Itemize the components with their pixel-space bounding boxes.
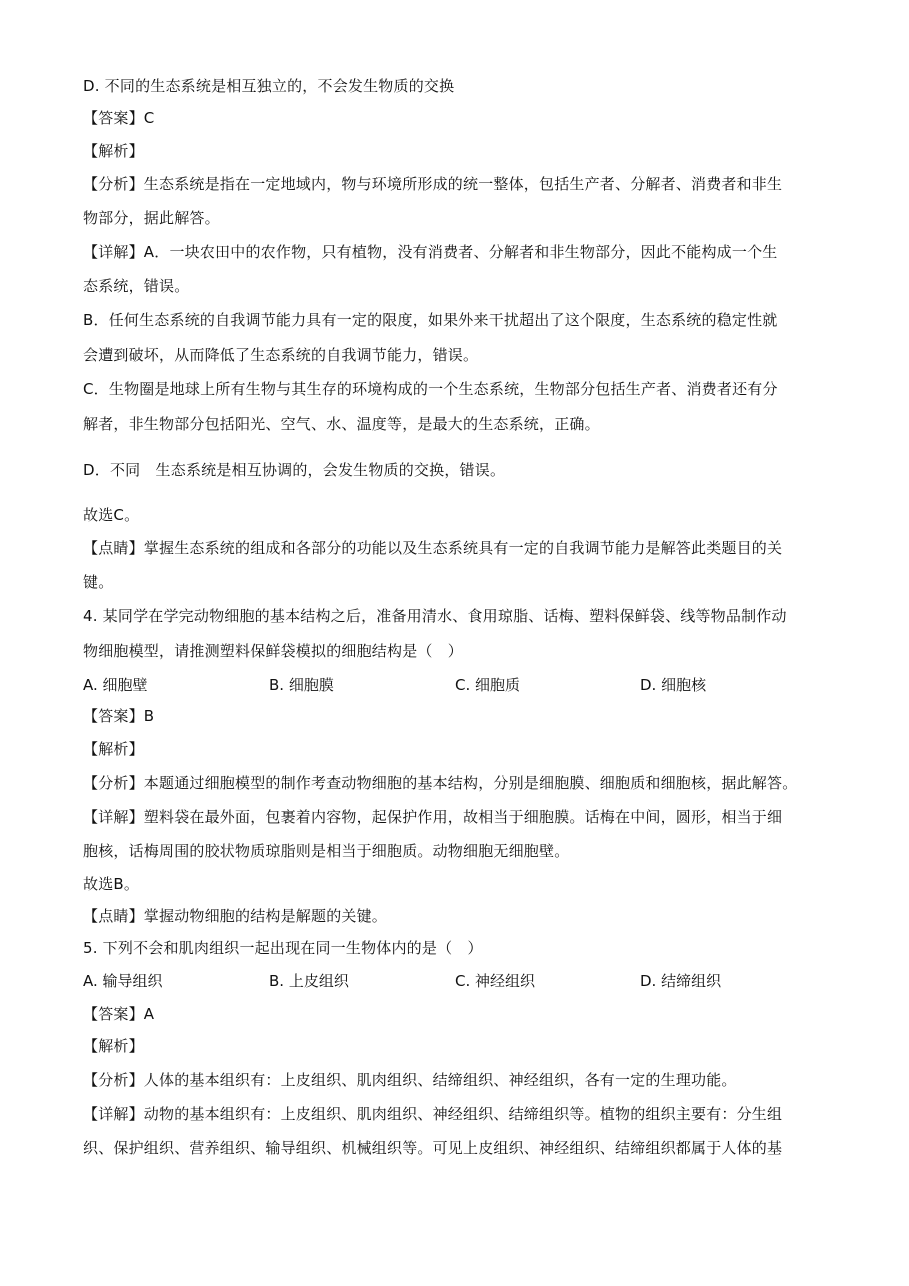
q5-option-d: D. 结缔组织	[640, 972, 722, 990]
q3-detail-line: 态系统，错误。	[83, 277, 190, 295]
q5-question: 5. 下列不会和肌肉组织一起出现在同一生物体内的是（ ）	[83, 939, 483, 957]
q5-option-c: C. 神经组织	[455, 972, 536, 990]
q3-tip-line: 键。	[83, 573, 114, 591]
q3-detail-line: B．任何生态系统的自我调节能力具有一定的限度，如果外来干扰超出了这个限度，生态系统的稳定性就	[83, 311, 778, 329]
q3-answer: 【答案】C	[83, 109, 155, 127]
q4-tip: 【点睛】掌握动物细胞的结构是解题的关键。	[83, 907, 388, 925]
q5-option-b: B. 上皮组织	[269, 972, 349, 990]
q4-option-c: C. 细胞质	[455, 676, 521, 694]
q3-analysis-header: 【解析】	[83, 142, 144, 160]
q4-analysis-line: 【分析】本题通过细胞模型的制作考查动物细胞的基本结构，分别是细胞膜、细胞质和细胞核，据此解答。	[83, 774, 798, 792]
q3-option-d: D. 不同的生态系统是相互独立的，不会发生物质的交换	[83, 77, 455, 95]
q5-analysis-line: 【分析】人体的基本组织有：上皮组织、肌肉组织、结缔组织、神经组织，各有一定的生理功能。	[83, 1071, 737, 1089]
q4-detail-line: 胞核，话梅周围的胶状物质琼脂则是相当于细胞质。动物细胞无细胞壁。	[83, 842, 570, 860]
q5-option-a: A. 输导组织	[83, 972, 163, 990]
q5-answer: 【答案】A	[83, 1005, 155, 1023]
q5-detail-line: 织、保护组织、营养组织、输导组织、机械组织等。可见上皮组织、神经组织、结缔组织都属于人体的基	[83, 1139, 783, 1157]
q3-analysis-line: 【分析】生态系统是指在一定地域内，物与环境所形成的统一整体，包括生产者、分解者、消费者和非生	[83, 175, 783, 193]
q3-detail-line: 解者，非生物部分包括阳光、空气、水、温度等，是最大的生态系统，正确。	[83, 415, 600, 433]
q3-tip-line: 【点睛】掌握生态系统的组成和各部分的功能以及生态系统具有一定的自我调节能力是解答此类题目的关	[83, 539, 783, 557]
q3-detail-line: D．不同 生态系统是相互协调的，会发生物质的交换，错误。	[83, 461, 506, 479]
q4-option-a: A. 细胞壁	[83, 676, 148, 694]
q3-analysis-line: 物部分，据此解答。	[83, 209, 220, 227]
q4-question-line: 物细胞模型，请推测塑料保鲜袋模拟的细胞结构是（ ）	[83, 642, 464, 660]
q4-conclusion: 故选B。	[83, 875, 140, 893]
q4-option-b: B. 细胞膜	[269, 676, 334, 694]
q3-detail-line: C．生物圈是地球上所有生物与其生存的环境构成的一个生态系统，生物部分包括生产者、消费者还有分	[83, 380, 778, 398]
q5-detail-line: 【详解】动物的基本组织有：上皮组织、肌肉组织、神经组织、结缔组织等。植物的组织主要有：分生组	[83, 1105, 783, 1123]
q4-analysis-header: 【解析】	[83, 740, 144, 758]
q3-detail-line: 会遭到破坏，从而降低了生态系统的自我调节能力，错误。	[83, 346, 479, 364]
q5-analysis-header: 【解析】	[83, 1037, 144, 1055]
q4-answer: 【答案】B	[83, 707, 155, 725]
q4-detail-line: 【详解】塑料袋在最外面，包裹着内容物，起保护作用，故相当于细胞膜。话梅在中间，圆形，相当于细	[83, 808, 783, 826]
q4-option-d: D. 细胞核	[640, 676, 707, 694]
q4-question-line: 4. 某同学在学完动物细胞的基本结构之后，准备用清水、食用琼脂、话梅、塑料保鲜袋、线等物品制作动	[83, 607, 787, 625]
q3-conclusion: 故选C。	[83, 506, 140, 524]
q3-detail-line: 【详解】A．一块农田中的农作物，只有植物，没有消费者、分解者和非生物部分，因此不能构成一个生	[83, 243, 778, 261]
